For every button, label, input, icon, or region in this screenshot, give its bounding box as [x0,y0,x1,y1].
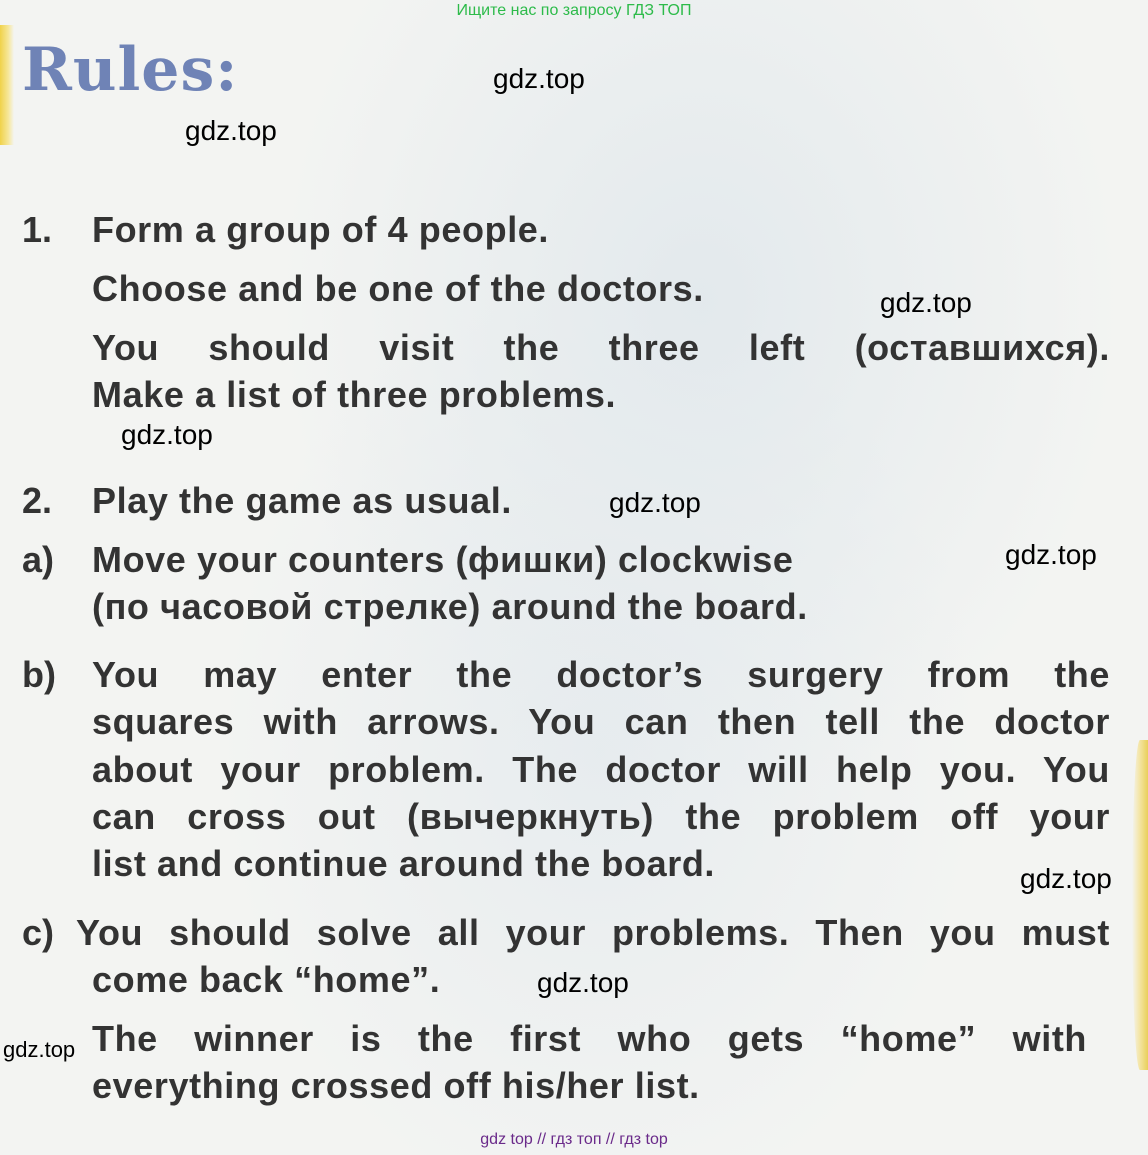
rule-b-line-5: list and continue around the board. [92,843,716,884]
rule-c-marker: c) [22,912,55,953]
rule-c-line-1: You should solve all your problems. Then you must [76,912,1110,953]
rule-2-marker: 2. [22,480,53,521]
rule-b-line-2: squares with arrows. You can then tell the doctor [92,701,1110,742]
rule-b-line-3: about your problem. The doctor will help you. You [92,749,1110,790]
rule-b-line-1: You may enter the doctor’s surgery from the [92,654,1110,695]
rule-a-line-2: (по часовой стрелке) around the board. [92,586,808,627]
top-banner[interactable]: Ищите нас по запросу ГДЗ ТОП [456,2,692,19]
rule-a-marker: a) [22,539,55,580]
rule-1-line-2: Choose and be one of the doctors. [92,268,704,309]
rule-2-line: Play the game as usual. [92,480,512,521]
winner-line-2: everything crossed off his/her list. [92,1065,700,1106]
winner-line-1: The winner is the first who gets “home” with [92,1018,1087,1059]
rule-1-line-4: Make a list of three problems. [92,374,617,415]
watermark: gdz.top [3,1037,76,1062]
yellow-edge-left [0,25,14,145]
rule-c-line-2: come back “home”. [92,959,441,1000]
rule-a-line-1: Move your counters (фишки) clockwise [92,539,794,580]
watermark: gdz.top [493,63,585,94]
bottom-banner[interactable]: gdz top // гдз топ // гдз top [480,1131,668,1148]
watermark: gdz.top [1005,539,1097,570]
rule-1-marker: 1. [22,209,53,250]
watermark: gdz.top [1020,863,1112,894]
rule-1-line-3: You should visit the three left (оставшихся). [92,327,1110,368]
watermark: gdz.top [185,115,277,146]
rule-b-line-4: can cross out (вычеркнуть) the problem off your [92,796,1110,837]
rule-b-marker: b) [22,654,56,695]
watermark: gdz.top [121,419,213,450]
rule-1-line-1: Form a group of 4 people. [92,209,550,250]
watermark: gdz.top [880,287,972,318]
watermark: gdz.top [537,967,629,998]
yellow-edge-right [1132,740,1148,1070]
watermark: gdz.top [609,487,701,518]
rules-title: Rules: [22,35,239,105]
